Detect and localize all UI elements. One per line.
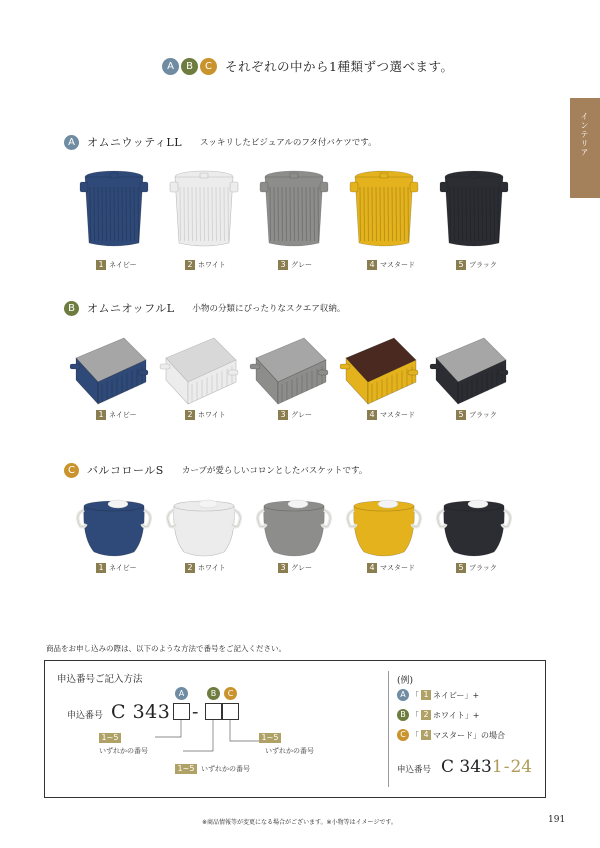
- example-code-label: 申込番号: [397, 765, 432, 775]
- example-a-text: ネイビー」+: [433, 690, 480, 700]
- bucket-caption-num: 5: [456, 260, 466, 270]
- box-caption-5: [456, 410, 497, 420]
- bucket-caption-num: 2: [185, 260, 195, 270]
- code-dash: -: [192, 701, 199, 723]
- header-text: それぞれの中から1種類ずつ選べます。: [225, 59, 454, 74]
- range-a-sub: いずれかの番号: [99, 747, 148, 755]
- section-b-desc: 小物の分類にぴったりなスクエア収納。: [192, 304, 346, 314]
- box-caption-1: [96, 410, 137, 420]
- box-caption-label: グレー: [291, 411, 312, 419]
- basket-caption-label: ネイビー: [109, 564, 137, 572]
- example-code: [397, 757, 532, 777]
- basket-caption-label: マスタード: [380, 564, 415, 572]
- section-a-buckets: [70, 165, 540, 255]
- basket-5: [438, 500, 511, 556]
- basket-3: [258, 500, 331, 556]
- example-b-badge: B: [397, 709, 409, 721]
- example-b-text: ホワイト」+: [433, 710, 480, 720]
- basket-caption-num: 2: [185, 563, 195, 573]
- section-a-name: オムニウッティLL: [87, 136, 183, 149]
- order-box: [44, 660, 546, 798]
- section-a-desc: スッキリしたビジュアルのフタ付バケツです。: [200, 138, 377, 148]
- example-a-badge: A: [397, 689, 409, 701]
- basket-caption-label: グレー: [291, 564, 312, 572]
- section-c-badge: C: [64, 463, 79, 478]
- box-caption-label: ブラック: [469, 411, 497, 419]
- bucket-caption-4: [367, 260, 415, 270]
- range-b-sub: いずれかの番号: [201, 765, 250, 773]
- section-c-baskets: [70, 492, 540, 562]
- example-line-a: [397, 689, 479, 701]
- box-caption-2: [185, 410, 226, 420]
- example-code-dash: -: [503, 757, 510, 777]
- bucket-5: [440, 171, 508, 246]
- range-b-box: 1~5: [175, 764, 197, 774]
- range-b: [175, 764, 250, 774]
- bucket-caption-5: [456, 260, 497, 270]
- box-1: [70, 338, 148, 404]
- code-letter-b: B: [207, 687, 220, 700]
- example-c-bracket: 「: [411, 730, 419, 740]
- box-caption-num: 4: [367, 410, 377, 420]
- box-caption-num: 5: [456, 410, 466, 420]
- code-letter-c: C: [224, 687, 237, 700]
- section-a-badge: A: [64, 135, 79, 150]
- box-caption-4: [367, 410, 415, 420]
- basket-caption-4: [367, 563, 415, 573]
- bucket-caption-1: [96, 260, 137, 270]
- basket-caption-2: [185, 563, 226, 573]
- example-a-num: 1: [421, 690, 431, 700]
- bucket-caption-num: 3: [278, 260, 288, 270]
- bucket-caption-label: グレー: [291, 261, 312, 269]
- basket-caption-num: 3: [278, 563, 288, 573]
- order-box-title: 申込番号ご記入方法: [57, 674, 143, 685]
- box-caption-label: マスタード: [380, 411, 415, 419]
- basket-2: [168, 500, 241, 556]
- bucket-caption-label: ホワイト: [198, 261, 226, 269]
- range-c-sub: いずれかの番号: [265, 747, 314, 755]
- bucket-caption-label: ブラック: [469, 261, 497, 269]
- basket-1: [78, 500, 151, 556]
- box-caption-label: ホワイト: [198, 411, 226, 419]
- basket-4: [348, 500, 421, 556]
- box-caption-num: 3: [278, 410, 288, 420]
- code-letter-a: A: [175, 687, 188, 700]
- range-c: [259, 733, 281, 743]
- basket-caption-label: ブラック: [469, 564, 497, 572]
- letter-b-badge: B: [181, 58, 198, 75]
- box-4: [340, 338, 418, 404]
- example-c-num: 4: [421, 730, 431, 740]
- bucket-caption-2: [185, 260, 226, 270]
- code-connectors: [45, 661, 285, 797]
- basket-caption-label: ホワイト: [198, 564, 226, 572]
- example-a-bracket: 「: [411, 690, 419, 700]
- basket-caption-3: [278, 563, 312, 573]
- basket-caption-num: 1: [96, 563, 106, 573]
- bucket-caption-label: ネイビー: [109, 261, 137, 269]
- letter-c-badge: C: [200, 58, 217, 75]
- basket-caption-1: [96, 563, 137, 573]
- example-code-2: 24: [510, 757, 533, 777]
- box-5: [430, 338, 508, 404]
- code-label: 申込番号: [67, 711, 104, 721]
- basket-caption-num: 4: [367, 563, 377, 573]
- bucket-caption-num: 1: [96, 260, 106, 270]
- order-intro: 商品をお申し込みの際は、以下のような方法で番号をご記入ください。: [46, 644, 286, 653]
- example-b-num: 2: [421, 710, 431, 720]
- bucket-4: [350, 171, 418, 246]
- bucket-caption-num: 4: [367, 260, 377, 270]
- range-c-box: 1~5: [259, 733, 281, 743]
- box-2: [160, 338, 238, 404]
- section-b-title: [64, 300, 345, 316]
- basket-caption-num: 5: [456, 563, 466, 573]
- example-c-text: マスタード」の場合: [433, 730, 505, 740]
- bucket-caption-label: マスタード: [380, 261, 415, 269]
- section-c-title: [64, 462, 367, 478]
- section-c-name: バルコロールS: [87, 464, 164, 477]
- box-3: [250, 338, 328, 404]
- footer-note: ※商品情報等が変更になる場合がございます。※小物等はイメージです。: [202, 819, 397, 826]
- example-line-b: [397, 709, 479, 721]
- basket-caption-5: [456, 563, 497, 573]
- section-b-name: オムニオッフルL: [87, 302, 175, 315]
- page-number: 191: [548, 815, 566, 825]
- box-caption-label: ネイビー: [109, 411, 137, 419]
- example-code-base: C 343: [441, 757, 492, 777]
- box-divider: [388, 671, 389, 787]
- range-a: [99, 733, 121, 743]
- letter-a-badge: A: [162, 58, 179, 75]
- example-b-bracket: 「: [411, 710, 419, 720]
- bucket-caption-3: [278, 260, 312, 270]
- section-c-desc: カーブが愛らしいコロンとしたバスケットです。: [181, 466, 368, 476]
- section-b-badge: B: [64, 301, 79, 316]
- bucket-1: [80, 171, 148, 246]
- section-a-title: [64, 134, 377, 150]
- box-caption-3: [278, 410, 312, 420]
- range-a-box: 1~5: [99, 733, 121, 743]
- bucket-2: [170, 171, 238, 246]
- code-prefix: C 343: [111, 701, 171, 723]
- example-c-badge: C: [397, 729, 409, 741]
- example-line-c: [397, 729, 505, 741]
- section-b-boxes: [70, 330, 540, 405]
- header: [162, 57, 453, 75]
- example-title: (例): [397, 676, 414, 686]
- side-tab-label: インテリア: [580, 112, 589, 157]
- bucket-3: [260, 171, 328, 246]
- side-tab[interactable]: [570, 98, 600, 198]
- box-caption-num: 1: [96, 410, 106, 420]
- example-code-1: 1: [491, 757, 503, 777]
- box-caption-num: 2: [185, 410, 195, 420]
